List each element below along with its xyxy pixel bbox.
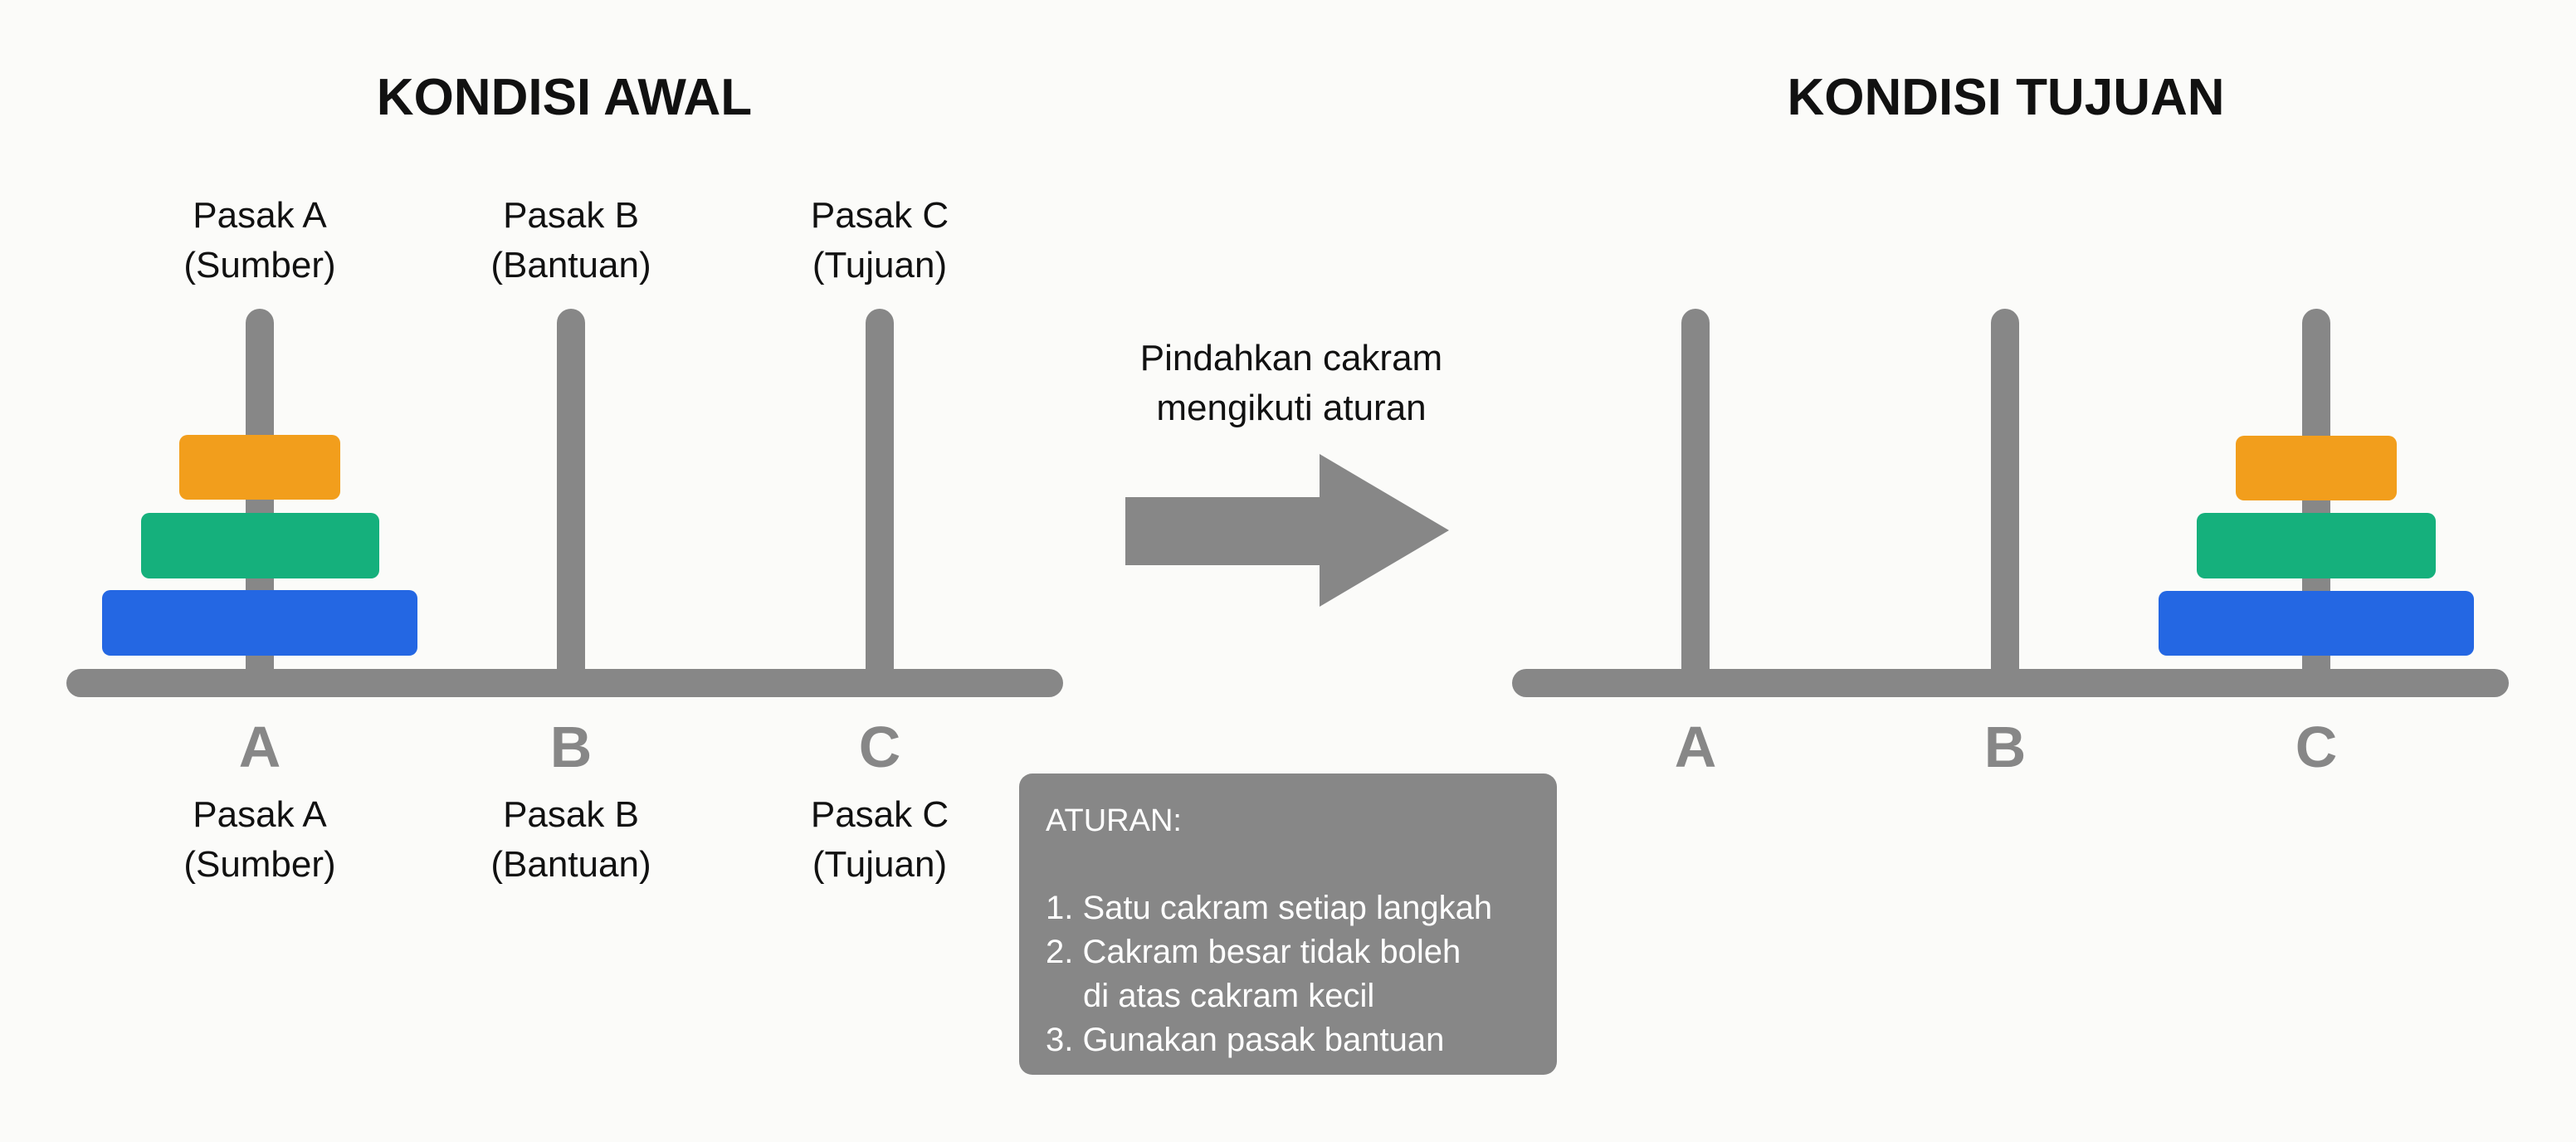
rule-item-3: 3. Gunakan pasak bantuan	[1046, 1022, 1445, 1058]
peg-name: Pasak C	[810, 195, 949, 236]
disk-large	[2159, 591, 2474, 656]
initial-base	[66, 669, 1063, 697]
caption-line-1: Pindahkan cakram	[1139, 338, 1443, 378]
disk-medium	[141, 513, 379, 578]
rule-item-1: 1. Satu cakram setiap langkah	[1046, 890, 1493, 926]
goal-peg-a	[1681, 309, 1710, 682]
peg-role: (Tujuan)	[812, 245, 948, 286]
peg-role: (Bantuan)	[490, 245, 651, 286]
peg-name: Pasak B	[503, 195, 639, 236]
peg-name: Pasak C	[810, 794, 949, 835]
rules-box	[1019, 774, 1557, 1075]
peg-name: Pasak B	[503, 794, 639, 835]
rule-item-2-cont: di atas cakram kecil	[1083, 978, 1375, 1014]
peg-name: Pasak A	[193, 794, 327, 835]
transition-caption	[1076, 334, 1507, 433]
top-label-peg-a	[110, 191, 409, 290]
peg-role: (Tujuan)	[812, 844, 948, 885]
initial-peg-b	[557, 309, 585, 682]
disk-small	[179, 435, 340, 500]
rules-heading: ATURAN:	[1046, 803, 1182, 838]
disk-medium	[2197, 513, 2436, 578]
goal-peg-b	[1991, 309, 2019, 682]
initial-title: KONDISI AWAL	[376, 69, 753, 126]
disk-large	[102, 590, 417, 656]
goal-letter-c: C	[2295, 715, 2338, 779]
goal-letter-a: A	[1674, 715, 1717, 779]
peg-role: (Sumber)	[183, 245, 336, 286]
bottom-label-peg-c	[730, 790, 1029, 890]
peg-name: Pasak A	[193, 195, 327, 236]
initial-letter-b: B	[549, 715, 593, 779]
caption-line-2: mengikuti aturan	[1156, 388, 1427, 428]
top-label-peg-c	[730, 191, 1029, 290]
bottom-label-peg-b	[422, 790, 720, 890]
bottom-label-peg-a	[110, 790, 409, 890]
initial-peg-c	[866, 309, 894, 682]
disk-small	[2236, 436, 2397, 500]
initial-letter-a: A	[238, 715, 281, 779]
peg-role: (Bantuan)	[490, 844, 651, 885]
rule-item-2: 2. Cakram besar tidak boleh	[1046, 934, 1461, 970]
goal-title: KONDISI TUJUAN	[1787, 69, 2225, 126]
arrow-right-icon	[1125, 454, 1451, 608]
initial-letter-c: C	[858, 715, 901, 779]
goal-letter-b: B	[1983, 715, 2027, 779]
goal-base	[1512, 669, 2509, 697]
top-label-peg-b	[422, 191, 720, 290]
peg-role: (Sumber)	[183, 844, 336, 885]
